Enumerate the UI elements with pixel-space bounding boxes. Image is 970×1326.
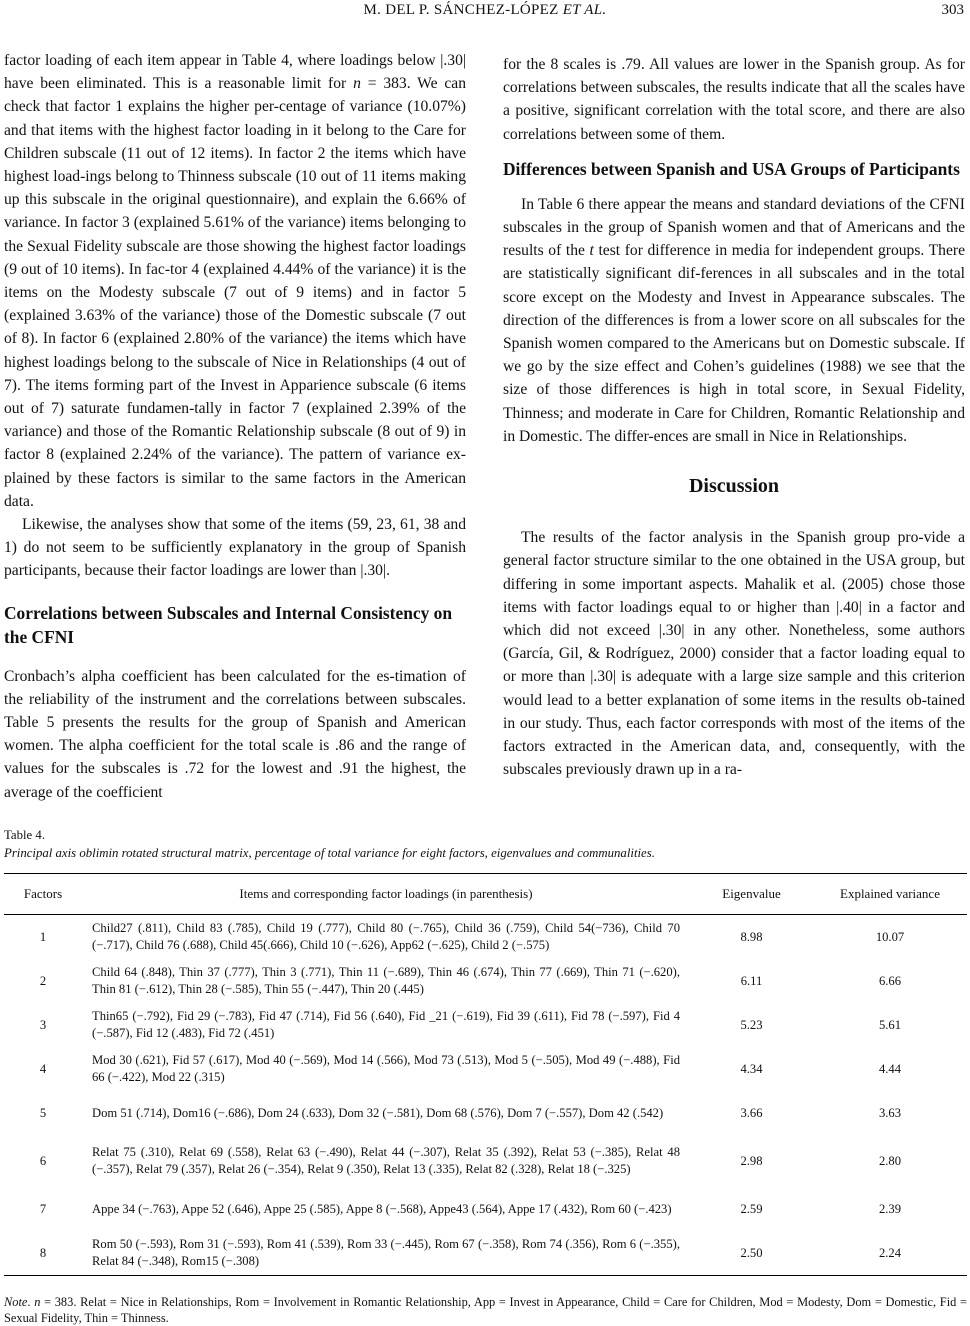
eigenvalue-cell: 3.66	[740, 1105, 763, 1120]
text-span: test for difference in media for independent groups. There are statistically significant dif-ferences in all subscales and in the total score except on the Modesty and Invest in Appearance subscales. The direction of the differences is from a lower score on all subscales for the Spanish women compared to the Americans but on Domestic subscale. If we go by the size effect and Cohen’s guidelines (1988) we see that the size of those differences is high in total score, in Sexual Fidelity, Thinness; and moderate in Care for Children, Romantic Relationship and in Domestic. The differ-ences are small in Nice in Relationships.	[503, 242, 965, 445]
table-header-row	[4, 874, 967, 915]
right-column	[503, 53, 965, 781]
items-cell: Mod 30 (.621), Fid 57 (.617), Mod 40 (−.569), Mod 14 (.566), Mod 73 (.513), Mod 5 (−.505), Mod 49 (−.488), Fid 66 (−.422), Mod 22 (.315)	[92, 1053, 680, 1084]
text-span: = 383. We can check that factor 1 explains the higher per-centage of variance (10.07%) and that items with the highest factor loading in it belong to the Care for Children subscale (11 out of 12 items). In factor 2 the items which have highest load-ings belong to Thinness subscale (10 out of 11 items making up this subscale in the original questionnaire), and explain the 6.66% of variance. In factor 3 (explained 5.61% of the variance) items belonging to the Sexual Fidelity subscale are those showing the highest factor loadings (9 out of 10 items). In fac-tor 4 (explained 4.44% of the variance) it is the items on the Modesty subscale (7 out of 9 items) and in factor 5 (explained 3.63% of the variance) those of the Domestic subscale (7 out of 8). In factor 6 (explained 2.80% of the variance) the items which have highest loadings belong to the subscale of Nice in Relationships (4 out of 7). The items forming part of the Invest in Apparience subscale (6 items out of 7) saturate fundamen-tally in factor 7 (explained 2.39% of the variance) and those of the Romantic Relationship subscale (8 out of 9) in factor 8 (explained 2.24% of the variance). The pattern of variance ex-plained by these factors is similar to the same factors in the American data.	[4, 75, 466, 510]
table-caption	[4, 844, 965, 862]
table-row	[4, 915, 967, 960]
factor-cell: 2	[39, 973, 47, 988]
eigenvalue-cell: 2.59	[740, 1201, 763, 1216]
page-header	[0, 2, 970, 24]
table-row	[4, 1187, 967, 1231]
table-note: Note. n = 383. Relat = Nice in Relationships, Rom = Involvement in Romantic Relationship, App = Invest in Appearance, Child = Care for Children, Mod = Modesty, Dom = Domestic, Fid = Sexual Fidelity, Thin = Thinness.	[4, 1295, 967, 1325]
table-row	[4, 1047, 967, 1091]
table-row	[4, 959, 967, 1003]
running-head	[0, 2, 970, 19]
factor-table	[4, 873, 967, 1276]
variance-cell: 2.80	[878, 1153, 902, 1168]
column-header: Explained variance	[813, 874, 967, 915]
factor-cell: 8	[4, 1231, 82, 1276]
eigenvalue-cell: 4.34	[740, 1061, 763, 1076]
text-span-italic: n	[353, 75, 361, 93]
note-text: = 383. Relat = Nice in Relationships, Rom = Involvement in Romantic Relationship, App = Invest in Appearance, Child = Care for Children, Mod = Modesty, Dom = Domestic, Fid = Sexual Fidelity, Thin = Thinness.	[4, 1295, 967, 1325]
caption-text: eigenvalues and communalities.	[491, 846, 655, 860]
variance-cell: 6.66	[878, 973, 902, 988]
paragraph	[503, 193, 965, 448]
eigenvalue-cell: 8.98	[740, 929, 763, 944]
note-label: Note	[4, 1295, 28, 1309]
factor-cell: 4	[39, 1061, 47, 1076]
factor-cell: 7	[39, 1201, 47, 1216]
paragraph: for the 8 scales is .79. All values are lower in the Spanish group. As for correlations between subscales, the results indicate that all the scales have a positive, significant correlation with the total score, and there are also correlations between some of them.	[503, 56, 965, 143]
items-cell: Relat 75 (.310), Relat 69 (.558), Relat 63 (−.490), Relat 44 (−.307), Relat 35 (.392), Relat 53 (−.385), Relat 48 (−.357), Relat 79 (.357), Relat 26 (−.354), Relat 9 (.350), Relat 13 (.335), Relat 82 (.328), Relat 18 (−.325)	[92, 1145, 680, 1176]
factor-cell: 3	[39, 1017, 47, 1032]
paragraph	[4, 49, 466, 513]
items-cell: Child27 (.811), Child 83 (.785), Child 19 (.777), Child 80 (−.765), Child 36 (.759), Child 54(−736), Child 70 (−.717), Child 76 (.688), Child 45(.666), Child 10 (−.626), App62 (−.625), Child 2 (−.575)	[92, 921, 680, 952]
text-span: In Table 6 there appear the means and standard deviations of the CFNI subscales in the group of Spanish women and that of Americans and the results of the	[503, 195, 965, 260]
running-head-authors: M. DEL P. SÁNCHEZ-LÓPEZ	[363, 2, 559, 18]
note-n: n	[34, 1295, 41, 1309]
caption-text: percentage of total variance for eight factors	[254, 846, 485, 860]
caption-text: ,	[248, 846, 255, 860]
eigenvalue-cell: 2.50	[690, 1231, 813, 1276]
items-cell: Thin65 (−.792), Fid 29 (−.783), Fid 47 (.714), Fid 56 (.640), Fid _21 (−.619), Fid 39 (.611), Fid 78 (−.597), Fid 4 (−.587), Fid 12 (.483), Fid 72 (.451)	[92, 1009, 680, 1040]
column-header: Eigenvalue	[690, 874, 813, 915]
running-head-etal: ET AL.	[562, 2, 607, 18]
variance-cell: 10.07	[875, 929, 905, 944]
factor-cell: 5	[39, 1105, 47, 1120]
variance-cell: 2.39	[878, 1201, 902, 1216]
items-cell: Appe 34 (−.763), Appe 52 (.646), Appe 25 (.585), Appe 8 (−.568), Appe43 (.564), Appe 17 (.432), Rom 60 (−.423)	[92, 1201, 672, 1216]
page-number: 303	[941, 2, 964, 18]
items-cell: Dom 51 (.714), Dom16 (−.686), Dom 24 (.633), Dom 32 (−.581), Dom 68 (.576), Dom 7 (−.557), Dom 42 (.542)	[92, 1105, 664, 1120]
table-row	[4, 1231, 967, 1276]
eigenvalue-cell: 5.23	[740, 1017, 763, 1032]
text-span: factor loading of each item appear in Table 4, where loadings below |.30| have been eliminated. This is a reasonable limit for	[4, 52, 466, 93]
caption-text: Principal axis oblimin rotated structural matrix	[4, 846, 249, 860]
section-heading: Differences between Spanish and USA Groups of Participants	[503, 158, 960, 179]
column-header: Items and corresponding factor loadings (in parenthesis)	[82, 874, 690, 915]
variance-cell: 3.63	[878, 1105, 902, 1120]
variance-cell: 5.61	[878, 1017, 902, 1032]
items-cell: Child 64 (.848), Thin 37 (.777), Thin 3 (.771), Thin 11 (−.689), Thin 46 (.674), Thin 77 (.669), Thin 71 (−.620), Thin 81 (−.612), Thin 28 (−.585), Thin 55 (−.447), Thin 20 (.445)	[92, 965, 680, 996]
items-cell: Rom 50 (−.593), Rom 31 (−.593), Rom 41 (.539), Rom 33 (−.445), Rom 67 (−.358), Rom 74 (.356), Rom 6 (−.355), Relat 84 (−.348), Rom15 (−.308)	[82, 1231, 690, 1276]
section-heading: Correlations between Subscales and Internal Consistency on the CFNI	[4, 602, 452, 647]
table-row	[4, 1003, 967, 1047]
variance-cell: 2.24	[813, 1231, 967, 1276]
factor-cell: 6	[39, 1153, 47, 1168]
table-label: Table 4.	[4, 828, 46, 842]
column-header: Factors	[4, 874, 82, 915]
paragraph: Likewise, the analyses show that some of the items (59, 23, 61, 38 and 1) do not seem to be sufficiently explanatory in the group of Spanish participants, because their factor loadings are lower than |.30|.	[4, 516, 466, 580]
eigenvalue-cell: 2.98	[740, 1153, 763, 1168]
factor-cell: 1	[39, 929, 47, 944]
table-row	[4, 1135, 967, 1187]
variance-cell: 4.44	[878, 1061, 902, 1076]
left-column	[4, 49, 466, 804]
text-span-italic: t	[589, 242, 594, 260]
paragraph: Cronbach’s alpha coefficient has been calculated for the es-timation of the reliability of the instrument and the correlations between subscales. Table 5 presents the results for the group of Spanish and American women. The alpha coefficient for the total scale is .86 and the range of values for the subscales is .72 for the lowest and .91 the highest, the average of the coefficient	[4, 667, 466, 801]
caption-text: ,	[484, 846, 492, 860]
paragraph: The results of the factor analysis in the Spanish group pro-vide a general factor structure similar to the one obtained in the USA group, but differing in some important aspects. Mahalik et al. (2005) chose those items with factor loadings equal to or higher than |.40| in a factor and which did not exceed |.30| in any other. Nonetheless, some authors (García, Gil, & Rodríguez, 2000) consider that a factor loading equal to or more than |.30| is adequate with a large size sample and this criterion would lead to a better explanation of some items in the results ob-tained in our study. Thus, each factor corresponds with most of the items of the factors extracted in the American data, and, consequently, with the subscales previously drawn up in a ra-	[503, 529, 965, 779]
table-row	[4, 1091, 967, 1135]
table-4	[4, 826, 965, 1276]
discussion-heading: Discussion	[688, 475, 780, 498]
eigenvalue-cell: 6.11	[740, 973, 763, 988]
